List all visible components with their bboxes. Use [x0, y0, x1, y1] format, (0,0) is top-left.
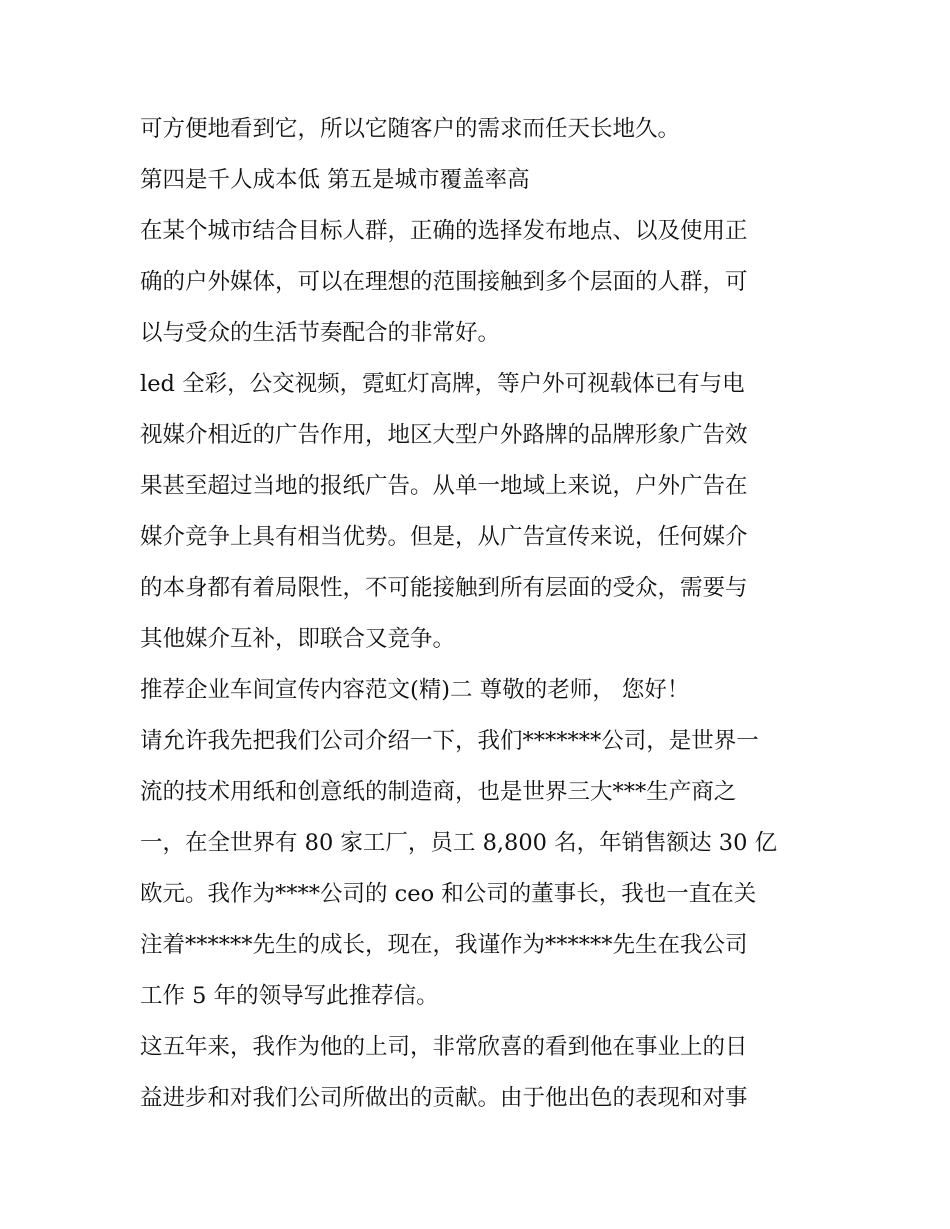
paragraph-4 [140, 359, 815, 665]
document-body [140, 104, 815, 1124]
paragraph-7 [140, 1022, 815, 1124]
text-line: 其他媒介互补，即联合又竞争。 [140, 626, 456, 652]
text-line: 益进步和对我们公司所做出的贡献。由于他出色的表现和对事 [140, 1085, 748, 1111]
text-line: 推荐企业车间宣传内容范文(精)二 尊敬的老师， 您好！ [140, 677, 690, 703]
text-line: 注着******先生的成长，现在，我谨作为******先生在我公司 [140, 932, 748, 958]
text-line: 可方便地看到它，所以它随客户的需求而任天长地久。 [140, 116, 681, 142]
text-line: 媒介竞争上具有相当优势。但是，从广告宣传来说，任何媒介 [140, 524, 748, 550]
text-line: 以与受众的生活节奏配合的非常好。 [140, 320, 501, 346]
text-line: 流的技术用纸和创意纸的制造商，也是世界三大***生产商之 [140, 779, 737, 805]
paragraph-2 [140, 155, 815, 206]
text-line: 视媒介相近的广告作用，地区大型户外路牌的品牌形象广告效 [140, 422, 748, 448]
text-line: 果甚至超过当地的报纸广告。从单一地域上来说，户外广告在 [140, 473, 748, 499]
text-line: led 全彩，公交视频，霓虹灯高牌，等户外可视载体已有与电 [140, 371, 745, 397]
text-line: 在某个城市结合目标人群，正确的选择发布地点、以及使用正 [140, 218, 748, 244]
text-line: 工作 5 年的领导写此推荐信。 [140, 983, 439, 1009]
text-line: 这五年来，我作为他的上司，非常欣喜的看到他在事业上的日 [140, 1034, 748, 1060]
text-line: 第四是千人成本低 第五是城市覆盖率高 [140, 167, 530, 193]
paragraph-1 [140, 104, 815, 155]
text-line: 确的户外媒体，可以在理想的范围接触到多个层面的人群，可 [140, 269, 748, 295]
text-line: 一，在全世界有 80 家工厂，员工 8,800 名，年销售额达 30 亿 [140, 830, 778, 856]
paragraph-6 [140, 716, 815, 1022]
paragraph-5-heading [140, 665, 815, 716]
paragraph-3 [140, 206, 815, 359]
text-line: 的本身都有着局限性，不可能接触到所有层面的受众，需要与 [140, 575, 748, 601]
text-line: 请允许我先把我们公司介绍一下，我们*******公司，是世界一 [140, 728, 759, 754]
text-line: 欧元。我作为****公司的 ceo 和公司的董事长，我也一直在关 [140, 881, 757, 907]
